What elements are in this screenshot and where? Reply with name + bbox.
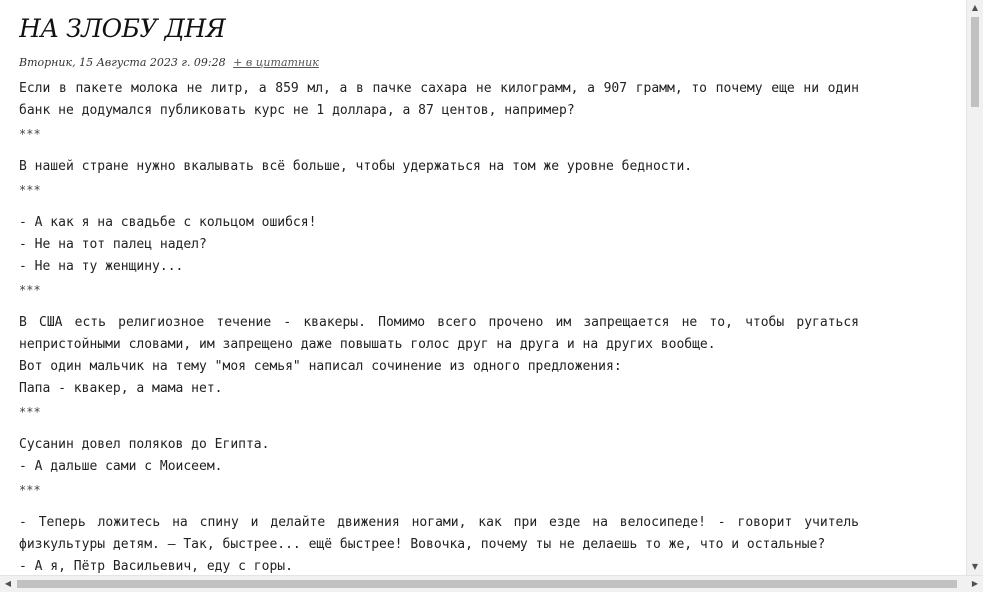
joke-5: [19, 434, 859, 478]
scroll-left-icon[interactable]: ◀: [4, 579, 12, 588]
joke-line: - А я, Пётр Васильевич, еду с горы.: [19, 559, 293, 574]
separator: ***: [19, 183, 41, 197]
joke-line: Сусанин довел поляков до Египта.: [19, 437, 270, 452]
joke-line: - Не на тот палец надел?: [19, 237, 207, 252]
scroll-up-icon[interactable]: ▲: [971, 3, 979, 12]
article-date: Вторник, 15 Августа 2023 г. 09:28: [19, 56, 226, 69]
separator: ***: [19, 283, 41, 297]
vertical-scrollbar[interactable]: [966, 0, 983, 575]
article: [19, 10, 859, 582]
article-meta: [19, 55, 859, 71]
joke-6: [19, 512, 859, 578]
joke-line: В США есть религиозное течение - квакеры. Помимо всего прочено им запрещается не то, чтобы ругаться непристойными словами, им запрещено даже повышать голос друг на друга и на других вообще.: [19, 315, 859, 352]
scroll-down-icon[interactable]: ▼: [971, 562, 979, 571]
joke-line: - Теперь ложитесь на спину и делайте движения ногами, как при езде на велосипеде! - говорит учитель физкультуры детям. — Так, быстрее... ещё быстрее! Вовочка, почему ты не делаешь то же, что и остальные?: [19, 515, 859, 552]
joke-1: [19, 78, 859, 122]
joke-2: [19, 156, 859, 178]
separator: ***: [19, 483, 41, 497]
joke-line: Вот один мальчик на тему "моя семья" написал сочинение из одного предложения:: [19, 359, 622, 374]
joke-line: - Не на ту женщину...: [19, 259, 184, 274]
article-body: [19, 78, 859, 578]
joke-line: - А дальше сами с Моисеем.: [19, 459, 223, 474]
joke-line: Папа - квакер, а мама нет.: [19, 381, 223, 396]
separator: ***: [19, 405, 41, 419]
joke-line: Если в пакете молока не литр, а 859 мл, а в пачке сахара не килограмм, а 907 грамм, то почему еще ни один банк не додумался публиковать курс не 1 доллара, а 87 центов, например?: [19, 81, 859, 118]
vertical-scroll-thumb[interactable]: [971, 17, 979, 107]
joke-3: [19, 212, 859, 278]
horizontal-scroll-thumb[interactable]: [17, 580, 957, 588]
joke-4: [19, 312, 859, 400]
horizontal-scrollbar[interactable]: [0, 575, 983, 592]
joke-line: В нашей стране нужно вкалывать всё больше, чтобы удержаться на том же уровне бедности.: [19, 159, 693, 174]
joke-line: - А как я на свадьбе с кольцом ошибся!: [19, 215, 317, 230]
separator: ***: [19, 127, 41, 141]
scroll-right-icon[interactable]: ▶: [971, 579, 979, 588]
article-title: НА ЗЛОБУ ДНЯ: [19, 14, 226, 43]
add-to-quotes-link[interactable]: + в цитатник: [233, 56, 319, 69]
